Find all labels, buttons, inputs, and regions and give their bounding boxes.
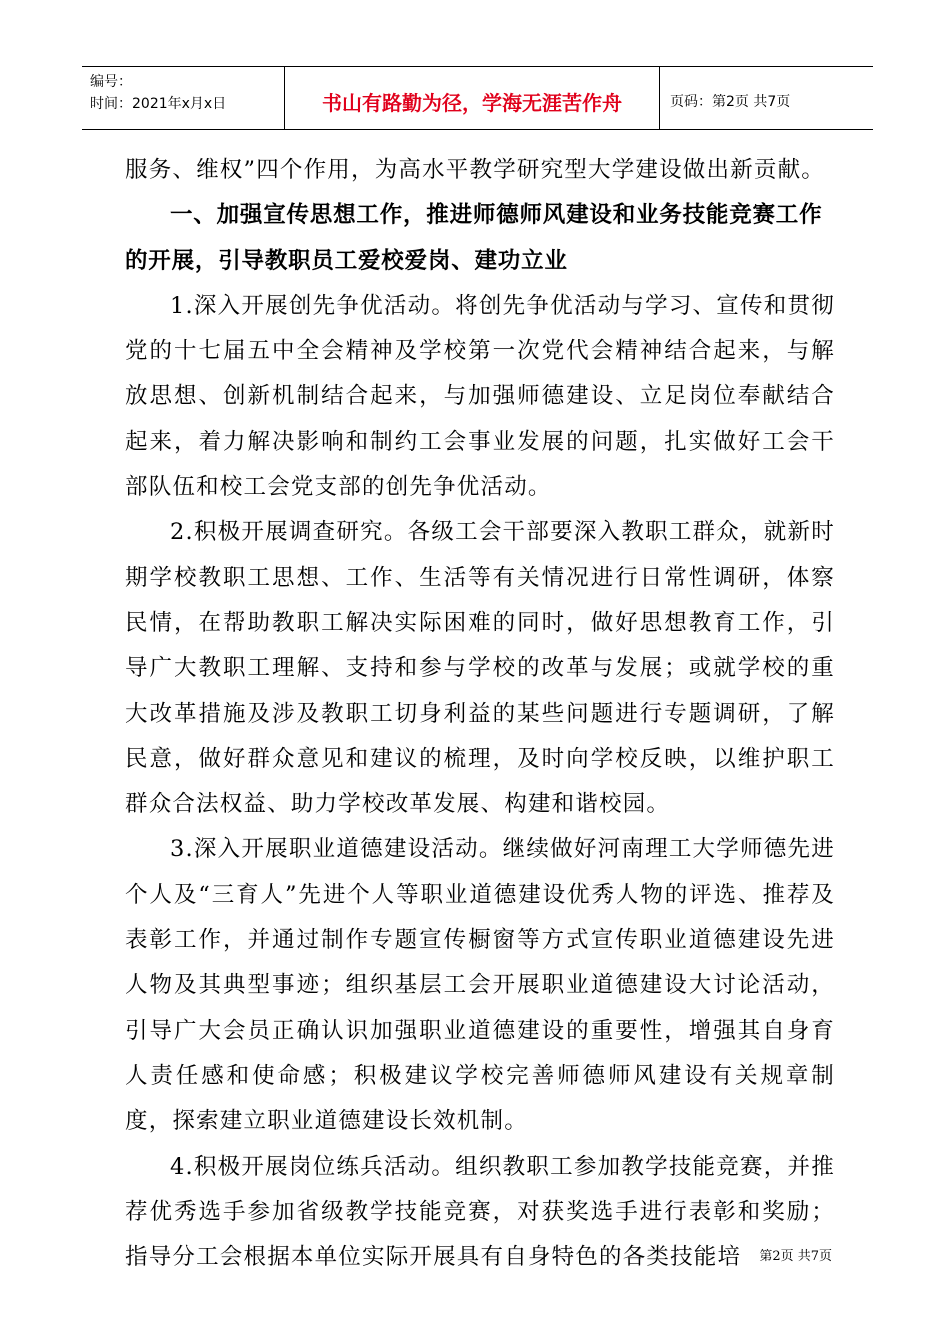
section-heading: 一、加强宣传思想工作，推进师德师风建设和业务技能竞赛工作的开展，引导教职员工爱校爱岗、建功立业 [125, 202, 823, 274]
header-page-info: 页码：第2页 共7页 [670, 94, 791, 110]
header-meta [82, 67, 285, 129]
time-label: 时间：2021年x月x日 [90, 96, 227, 112]
number-label: 编号： [90, 74, 132, 90]
paragraph-2: 2.积极开展调查研究。各级工会干部要深入教职工群众，就新时期学校教职工思想、工作、生活等有关情况进行日常性调研，体察民情，在帮助教职工解决实际困难的同时，做好思想教育工作，引导广大教职工理解、支持和参与学校的改革与发展；或就学校的重大改革措施及涉及教职工切身利益的某些问题进行专题调研，了解民意，做好群众意见和建议的梳理，及时向学校反映，以维护职工群众合法权益、助力学校改革发展、构建和谐校园。 [125, 519, 835, 818]
page-footer: 第2页 共7页 [759, 1249, 832, 1264]
paragraph-continued: 服务、维权”四个作用，为高水平教学研究型大学建设做出新贡献。 [125, 157, 826, 183]
paragraph-3: 3.深入开展职业道德建设活动。继续做好河南理工大学师德先进个人及“三育人”先进个人等职业道德建设优秀人物的评选、推荐及表彰工作，并通过制作专题宣传橱窗等方式宣传职业道德建设先进人物及其典型事迹；组织基层工会开展职业道德建设大讨论活动，引导广大会员正确认识加强职业道德建设的重要性，增强其自身育人责任感和使命感；积极建议学校完善师德师风建设有关规章制度，探索建立职业道德建设长效机制。 [125, 836, 835, 1135]
document-body [125, 148, 835, 1280]
document-header [82, 66, 873, 130]
paragraph-1: 1.深入开展创先争优活动。将创先争优活动与学习、宣传和贯彻党的十七届五中全会精神及学校第一次党代会精神结合起来，与解放思想、创新机制结合起来，与加强师德建设、立足岗位奉献结合起来，着力解决影响和制约工会事业发展的问题，扎实做好工会干部队伍和校工会党支部的创先争优活动。 [125, 292, 835, 501]
header-motto: 书山有路勤为径，学海无涯苦作舟 [285, 67, 660, 129]
paragraph-4: 4.积极开展岗位练兵活动。组织教职工参加教学技能竞赛，并推荐优秀选手参加省级教学技能竞赛，对获奖选手进行表彰和奖励；指导分工会根据本单位实际开展具有自身特色的各类技能培 [125, 1153, 835, 1271]
